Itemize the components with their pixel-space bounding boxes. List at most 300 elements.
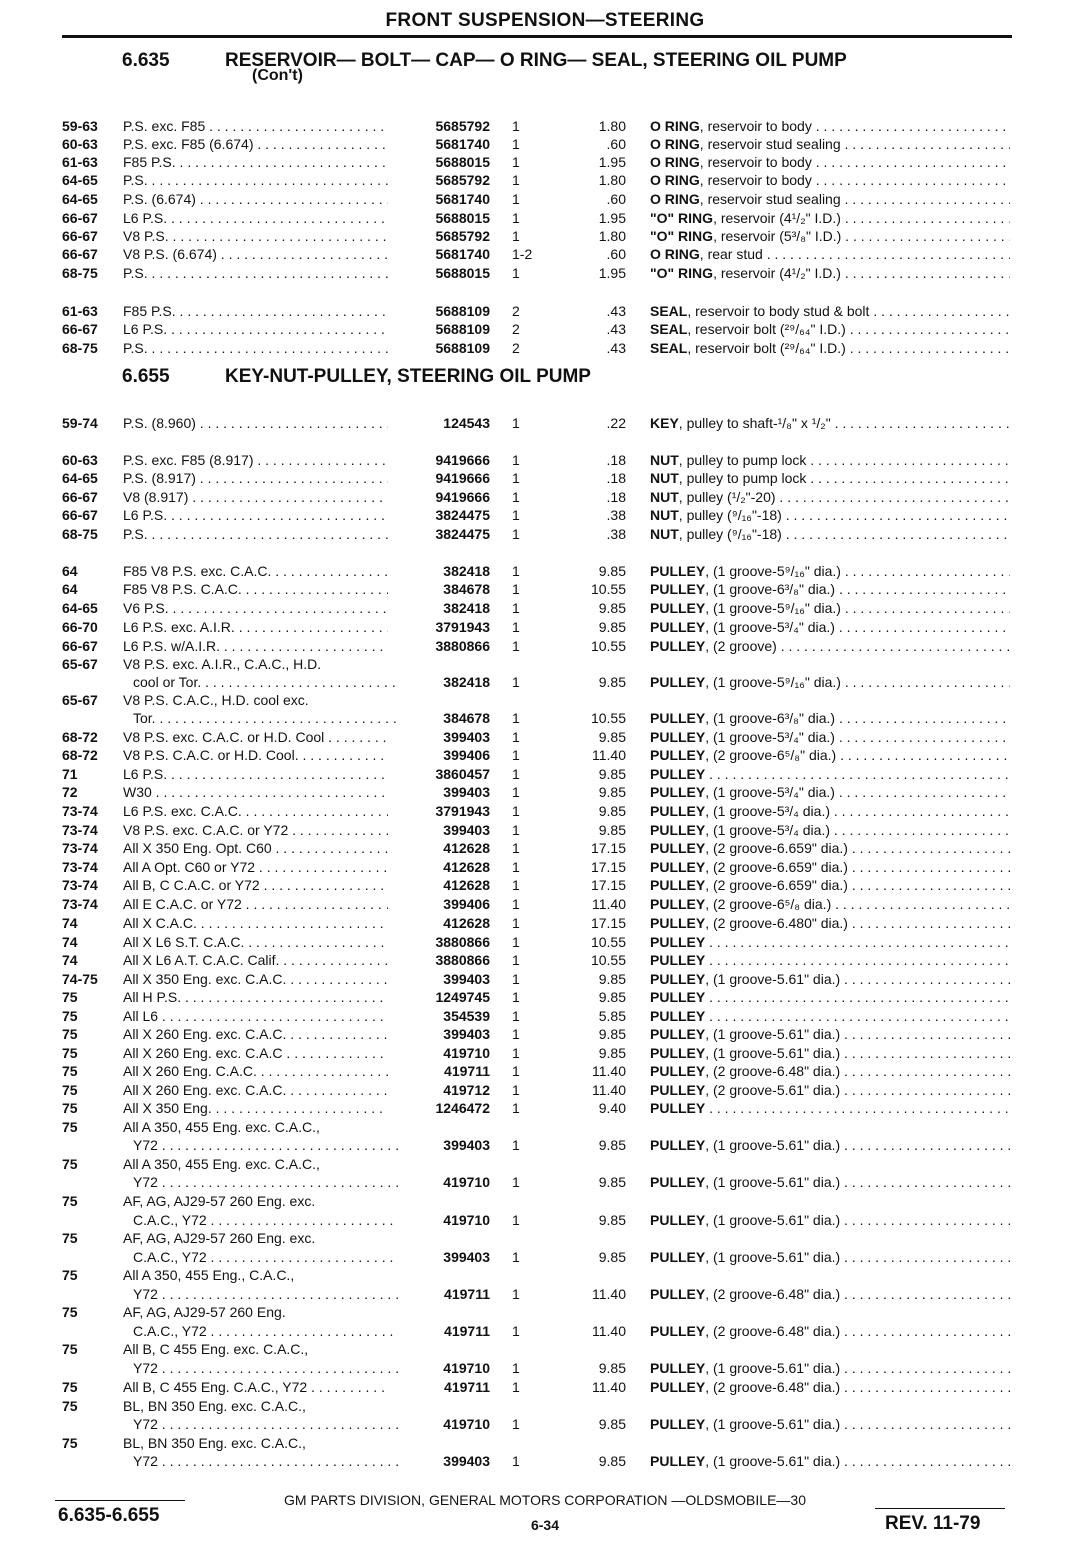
year-range: 75 (62, 1026, 78, 1042)
model-application: Tor. . . . (133, 710, 398, 726)
section-title: RESERVOIR— BOLT— CAP— O RING— SEAL, STEERING OIL PUMP (225, 50, 847, 71)
separator: , (705, 971, 714, 987)
price: 9.85 (598, 619, 626, 635)
quantity: 1 (512, 784, 520, 800)
table-row (0, 1304, 1090, 1322)
model-application: V8 P.S. exc. C.A.C. or H.D. Cool . . . (123, 729, 388, 745)
quantity: 1 (512, 1323, 520, 1339)
year-range: 75 (62, 1435, 78, 1451)
part-name: PULLEY (650, 1008, 706, 1024)
quantity: 1 (512, 600, 520, 616)
part-detail: reservoir (4¹/₂" I.D.) (720, 265, 841, 281)
part-description (650, 1063, 1010, 1079)
year-range: 64 (62, 563, 78, 579)
part-description (650, 470, 1010, 486)
year-range: 74 (62, 915, 78, 931)
year-range: 61-63 (62, 303, 98, 319)
part-detail: (1 groove-5.61" dia.) (713, 1453, 841, 1469)
quantity: 1 (512, 210, 520, 226)
model-application: L6 P.S. exc. A.I.R. . . . (123, 619, 388, 635)
year-range: 73-74 (62, 822, 98, 838)
table-row (0, 1379, 1090, 1397)
price: .18 (606, 470, 626, 486)
part-name: PULLEY (650, 638, 706, 654)
quantity: 1 (512, 1212, 520, 1228)
model-application: All X 350 Eng. . . . (123, 1100, 388, 1116)
separator: , (705, 822, 714, 838)
spacer (705, 989, 709, 1005)
part-detail: (1 groove-5.61" dia.) (713, 1026, 841, 1042)
part-name: SEAL (650, 321, 688, 337)
part-number: 419710 (443, 1416, 490, 1432)
year-range: 61-63 (62, 154, 98, 170)
part-name: PULLEY (650, 1100, 706, 1116)
table-row (0, 303, 1090, 321)
table-row (0, 1174, 1090, 1192)
price: 9.40 (598, 1100, 626, 1116)
table-row (0, 118, 1090, 136)
price: 5.85 (598, 1008, 626, 1024)
price: 9.85 (598, 1249, 626, 1265)
quantity: 1 (512, 915, 520, 931)
model-application: cool or Tor. . . . (133, 674, 398, 690)
part-description (650, 303, 1010, 319)
part-description (650, 452, 1010, 468)
quantity: 1 (512, 1063, 520, 1079)
part-detail: (2 groove-5.61" dia.) (713, 1082, 841, 1098)
price: 10.55 (590, 934, 626, 950)
separator: , (678, 415, 687, 431)
part-name: "O" RING (650, 265, 714, 281)
part-detail: pulley (⁹/₁₆"-18) (686, 507, 782, 523)
separator: , (705, 896, 714, 912)
quantity: 1 (512, 1082, 520, 1098)
price: 9.85 (598, 1360, 626, 1376)
price: 11.40 (592, 1286, 626, 1302)
year-range: 66-67 (62, 489, 98, 505)
quantity: 1 (512, 489, 520, 505)
part-number: 419711 (444, 1323, 490, 1339)
part-number: 5688015 (435, 265, 490, 281)
separator: , (705, 1174, 714, 1190)
model-application: V8 P.S. exc. A.I.R., C.A.C., H.D. (123, 656, 322, 672)
part-name: "O" RING (650, 210, 714, 226)
price: 10.55 (590, 638, 626, 654)
part-number: 382418 (443, 600, 490, 616)
model-application: Y72 . . . (133, 1137, 398, 1153)
year-range: 59-63 (62, 118, 98, 134)
part-description (650, 563, 1010, 579)
quantity: 2 (512, 303, 520, 319)
part-number: 419712 (443, 1082, 490, 1098)
quantity: 1 (512, 172, 520, 188)
model-application: F85 P.S. . . . (123, 154, 388, 170)
year-range: 75 (62, 989, 78, 1005)
table-row (0, 1212, 1090, 1230)
price: 11.40 (592, 1082, 626, 1098)
quantity: 1 (512, 840, 520, 856)
part-number: 419711 (444, 1063, 490, 1079)
table-row (0, 915, 1090, 933)
year-range: 73-74 (62, 840, 98, 856)
separator: , (699, 118, 708, 134)
part-description (650, 118, 1010, 134)
model-application: P.S. . . . (123, 526, 388, 542)
price: 9.85 (598, 1045, 626, 1061)
part-name: PULLEY (650, 600, 706, 616)
model-application: L6 P.S. . . . (123, 766, 388, 782)
table-row (0, 1435, 1090, 1453)
part-description (650, 859, 1010, 875)
model-application: P.S. exc. F85 (8.917) . . . (123, 452, 388, 468)
separator: , (699, 172, 708, 188)
model-application: All X 350 Eng. Opt. C60 . . . (123, 840, 388, 856)
separator: , (678, 489, 687, 505)
separator: , (705, 1026, 714, 1042)
part-description (650, 1008, 1010, 1024)
part-number: 399403 (443, 1137, 490, 1153)
part-detail: (2 groove-6⁵/₈ dia.) (713, 896, 832, 912)
part-number: 419710 (443, 1360, 490, 1376)
price: .60 (606, 191, 626, 207)
table-row (0, 859, 1090, 877)
separator: , (699, 154, 708, 170)
part-number: 1249745 (435, 989, 490, 1005)
price: .60 (606, 136, 626, 152)
separator: , (678, 470, 687, 486)
part-detail: (1 groove-5.61" dia.) (713, 1174, 841, 1190)
price: 11.40 (592, 1379, 626, 1395)
part-number: 5681740 (435, 191, 490, 207)
part-number: 5681740 (435, 246, 490, 262)
part-name: NUT (650, 452, 679, 468)
part-number: 5688015 (435, 210, 490, 226)
part-detail: (1 groove-5.61" dia.) (713, 1249, 841, 1265)
part-detail: (1 groove-6³/₈" dia.) (713, 581, 836, 597)
quantity: 1 (512, 619, 520, 635)
part-description (650, 822, 1010, 838)
part-description (650, 1249, 1010, 1265)
model-application: All X C.A.C. . . . (123, 915, 388, 931)
spacer (705, 934, 709, 950)
section-number: 6.635 (122, 50, 170, 71)
part-detail: pulley to shaft-¹/₈" x ¹/₂" (686, 415, 831, 431)
table-row (0, 1453, 1090, 1471)
part-description (650, 766, 1010, 782)
part-name: PULLEY (650, 1174, 706, 1190)
table-row (0, 1082, 1090, 1100)
part-name: PULLEY (650, 1453, 706, 1469)
separator: , (705, 619, 714, 635)
separator: , (699, 136, 708, 152)
part-detail: (2 groove) (713, 638, 777, 654)
year-range: 68-75 (62, 265, 98, 281)
separator: , (705, 1323, 714, 1339)
table-row (0, 934, 1090, 952)
part-description (650, 581, 1010, 597)
model-application: Y72 . . . (133, 1360, 398, 1376)
part-number: 9419666 (435, 489, 490, 505)
part-number: 5685792 (435, 118, 490, 134)
quantity: 1 (512, 563, 520, 579)
price: 9.85 (598, 989, 626, 1005)
quantity: 1 (512, 638, 520, 654)
separator: , (713, 228, 721, 244)
part-description (650, 915, 1010, 931)
model-application: All A 350, 455 Eng., C.A.C., (123, 1267, 295, 1283)
price: 9.85 (598, 674, 626, 690)
part-name: PULLEY (650, 1045, 706, 1061)
part-description (650, 1286, 1010, 1302)
part-name: PULLEY (650, 581, 706, 597)
part-description (650, 638, 1010, 654)
model-application: V8 P.S. (6.674) . . . (123, 246, 388, 262)
part-number: 3880866 (435, 934, 490, 950)
part-name: PULLEY (650, 877, 706, 893)
year-range: 73-74 (62, 803, 98, 819)
part-description (650, 507, 1010, 523)
part-name: O RING (650, 191, 700, 207)
part-name: PULLEY (650, 674, 706, 690)
model-application: All A 350, 455 Eng. exc. C.A.C., (123, 1156, 320, 1172)
year-range: 75 (62, 1100, 78, 1116)
part-number: 5685792 (435, 228, 490, 244)
separator: , (705, 1416, 714, 1432)
part-description (650, 1323, 1010, 1339)
part-detail: (2 groove-6.659" dia.) (713, 840, 848, 856)
quantity: 1 (512, 265, 520, 281)
model-application: P.S. (8.960) . . . (123, 415, 388, 431)
table-row (0, 638, 1090, 656)
model-application: V6 P.S. . . . (123, 600, 388, 616)
model-application: L6 P.S. . . . (123, 321, 388, 337)
quantity: 1 (512, 154, 520, 170)
part-number: 399403 (443, 822, 490, 838)
price: .18 (606, 452, 626, 468)
part-description (650, 934, 1010, 950)
model-application: P.S. . . . (123, 172, 388, 188)
part-name: KEY (650, 415, 679, 431)
footer-revision: REV. 11-79 (885, 1513, 981, 1534)
separator: , (713, 265, 721, 281)
table-row (0, 656, 1090, 674)
quantity: 1 (512, 470, 520, 486)
year-range: 68-75 (62, 526, 98, 542)
quantity: 1 (512, 729, 520, 745)
part-description (650, 674, 1010, 690)
spacer (705, 766, 709, 782)
quantity: 1 (512, 1360, 520, 1376)
table-row (0, 952, 1090, 970)
part-number: 9419666 (435, 452, 490, 468)
year-range: 75 (62, 1230, 78, 1246)
part-name: PULLEY (650, 1249, 706, 1265)
separator: , (705, 710, 714, 726)
model-application: F85 V8 P.S. exc. C.A.C. . . . (123, 563, 388, 579)
part-name: PULLEY (650, 1286, 706, 1302)
part-description (650, 952, 1010, 968)
model-application: AF, AG, AJ29-57 260 Eng. exc. (123, 1230, 316, 1246)
separator: , (678, 452, 687, 468)
table-row (0, 1193, 1090, 1211)
part-detail: reservoir bolt (²⁹/₆₄" I.D.) (695, 340, 846, 356)
part-description (650, 971, 1010, 987)
part-number: 5685792 (435, 172, 490, 188)
model-application: P.S. (8.917) . . . (123, 470, 388, 486)
header-rule (62, 35, 1012, 38)
price: 11.40 (592, 1323, 626, 1339)
part-name: NUT (650, 489, 679, 505)
part-name: PULLEY (650, 803, 706, 819)
table-row (0, 563, 1090, 581)
year-range: 60-63 (62, 452, 98, 468)
part-name: NUT (650, 507, 679, 523)
year-range: 68-72 (62, 729, 98, 745)
separator: , (678, 526, 687, 542)
price: 1.80 (598, 118, 626, 134)
separator: , (705, 840, 714, 856)
separator: , (705, 784, 714, 800)
model-application: All B, C 455 Eng. exc. C.A.C., (123, 1341, 309, 1357)
year-range: 68-72 (62, 747, 98, 763)
price: 11.40 (592, 896, 626, 912)
part-description (650, 1453, 1010, 1469)
model-application: BL, BN 350 Eng. exc. C.A.C., (123, 1398, 306, 1414)
year-range: 68-75 (62, 340, 98, 356)
part-detail: reservoir to body stud & bolt (695, 303, 870, 319)
price: 9.85 (598, 600, 626, 616)
part-name: O RING (650, 154, 700, 170)
part-name: SEAL (650, 303, 688, 319)
part-description (650, 747, 1010, 763)
separator: , (705, 1249, 714, 1265)
part-number: 419710 (443, 1212, 490, 1228)
year-range: 75 (62, 1341, 78, 1357)
part-detail: pulley (⁹/₁₆"-18) (686, 526, 782, 542)
part-number: 3880866 (435, 638, 490, 654)
price: .18 (606, 489, 626, 505)
part-description (650, 321, 1010, 337)
part-name: PULLEY (650, 896, 706, 912)
year-range: 75 (62, 1082, 78, 1098)
part-description (650, 1045, 1010, 1061)
spacer (705, 1100, 709, 1116)
part-name: PULLEY (650, 822, 706, 838)
part-description (650, 265, 1010, 281)
part-detail: (1 groove-5⁹/₁₆" dia.) (713, 600, 841, 616)
table-row (0, 747, 1090, 765)
part-detail: (2 groove-6.48" dia.) (713, 1063, 841, 1079)
table-row (0, 340, 1090, 358)
part-name: PULLEY (650, 729, 706, 745)
section-title: KEY-NUT-PULLEY, STEERING OIL PUMP (225, 366, 591, 387)
separator: , (705, 729, 714, 745)
separator: , (705, 1045, 714, 1061)
table-row (0, 766, 1090, 784)
table-row (0, 619, 1090, 637)
year-range: 66-67 (62, 638, 98, 654)
quantity: 1-2 (512, 246, 533, 262)
part-detail: reservoir to body (707, 118, 812, 134)
part-number: 399403 (443, 1249, 490, 1265)
table-row (0, 1156, 1090, 1174)
part-detail: pulley to pump lock (686, 470, 807, 486)
quantity: 1 (512, 1249, 520, 1265)
part-number: 412628 (443, 859, 490, 875)
part-detail: (2 groove-6⁵/₈" dia.) (713, 747, 837, 763)
part-number: 5681740 (435, 136, 490, 152)
spacer (705, 952, 709, 968)
part-name: PULLEY (650, 1416, 706, 1432)
part-detail: reservoir stud sealing (707, 191, 841, 207)
table-row (0, 228, 1090, 246)
separator: , (699, 191, 708, 207)
part-detail: (1 groove-5⁹/₁₆" dia.) (713, 674, 841, 690)
price: 1.95 (598, 154, 626, 170)
part-description (650, 619, 1010, 635)
price: .43 (606, 340, 626, 356)
part-detail: (2 groove-6.659" dia.) (713, 877, 848, 893)
separator: , (705, 915, 714, 931)
part-description (650, 191, 1010, 207)
table-row (0, 154, 1090, 172)
part-detail: (2 groove-6.659" dia.) (713, 859, 848, 875)
table-row (0, 674, 1090, 692)
year-range: 66-70 (62, 619, 98, 635)
part-detail: (1 groove-5.61" dia.) (713, 1045, 841, 1061)
table-row (0, 452, 1090, 470)
part-number: 382418 (443, 563, 490, 579)
year-range: 65-67 (62, 692, 98, 708)
model-application: P.S. exc. F85 . . . (123, 118, 388, 134)
table-row (0, 1137, 1090, 1155)
table-row (0, 1026, 1090, 1044)
price: 1.80 (598, 172, 626, 188)
year-range: 75 (62, 1008, 78, 1024)
part-description (650, 1100, 1010, 1116)
table-row (0, 1063, 1090, 1081)
footer-publisher: GM PARTS DIVISION, GENERAL MOTORS CORPORATION —OLDSMOBILE—30 (284, 1492, 806, 1508)
model-application: L6 P.S. w/A.I.R. . . . (123, 638, 388, 654)
model-application: P.S. (6.674) . . . (123, 191, 388, 207)
table-row (0, 507, 1090, 525)
model-application: L6 P.S. exc. C.A.C. . . . (123, 803, 388, 819)
part-number: 124543 (443, 415, 490, 431)
separator: , (705, 877, 714, 893)
part-name: O RING (650, 118, 700, 134)
price: 9.85 (598, 1416, 626, 1432)
price: 17.15 (590, 877, 626, 893)
table-row (0, 1249, 1090, 1267)
part-description (650, 489, 1010, 505)
part-name: PULLEY (650, 859, 706, 875)
price: .22 (606, 415, 626, 431)
footer-page-number: 6-34 (530, 1517, 560, 1533)
quantity: 1 (512, 989, 520, 1005)
quantity: 1 (512, 228, 520, 244)
part-detail: reservoir to body (707, 172, 812, 188)
quantity: 1 (512, 766, 520, 782)
year-range: 64-65 (62, 172, 98, 188)
model-application: All A 350, 455 Eng. exc. C.A.C., (123, 1119, 320, 1135)
separator: , (705, 747, 714, 763)
model-application: C.A.C., Y72 . . . (133, 1249, 398, 1265)
model-application: All X 260 Eng. exc. C.A.C. . . . (123, 1082, 388, 1098)
quantity: 1 (512, 859, 520, 875)
year-range: 66-67 (62, 246, 98, 262)
model-application: All X L6 S.T. C.A.C. . . . (123, 934, 388, 950)
part-name: PULLEY (650, 766, 706, 782)
